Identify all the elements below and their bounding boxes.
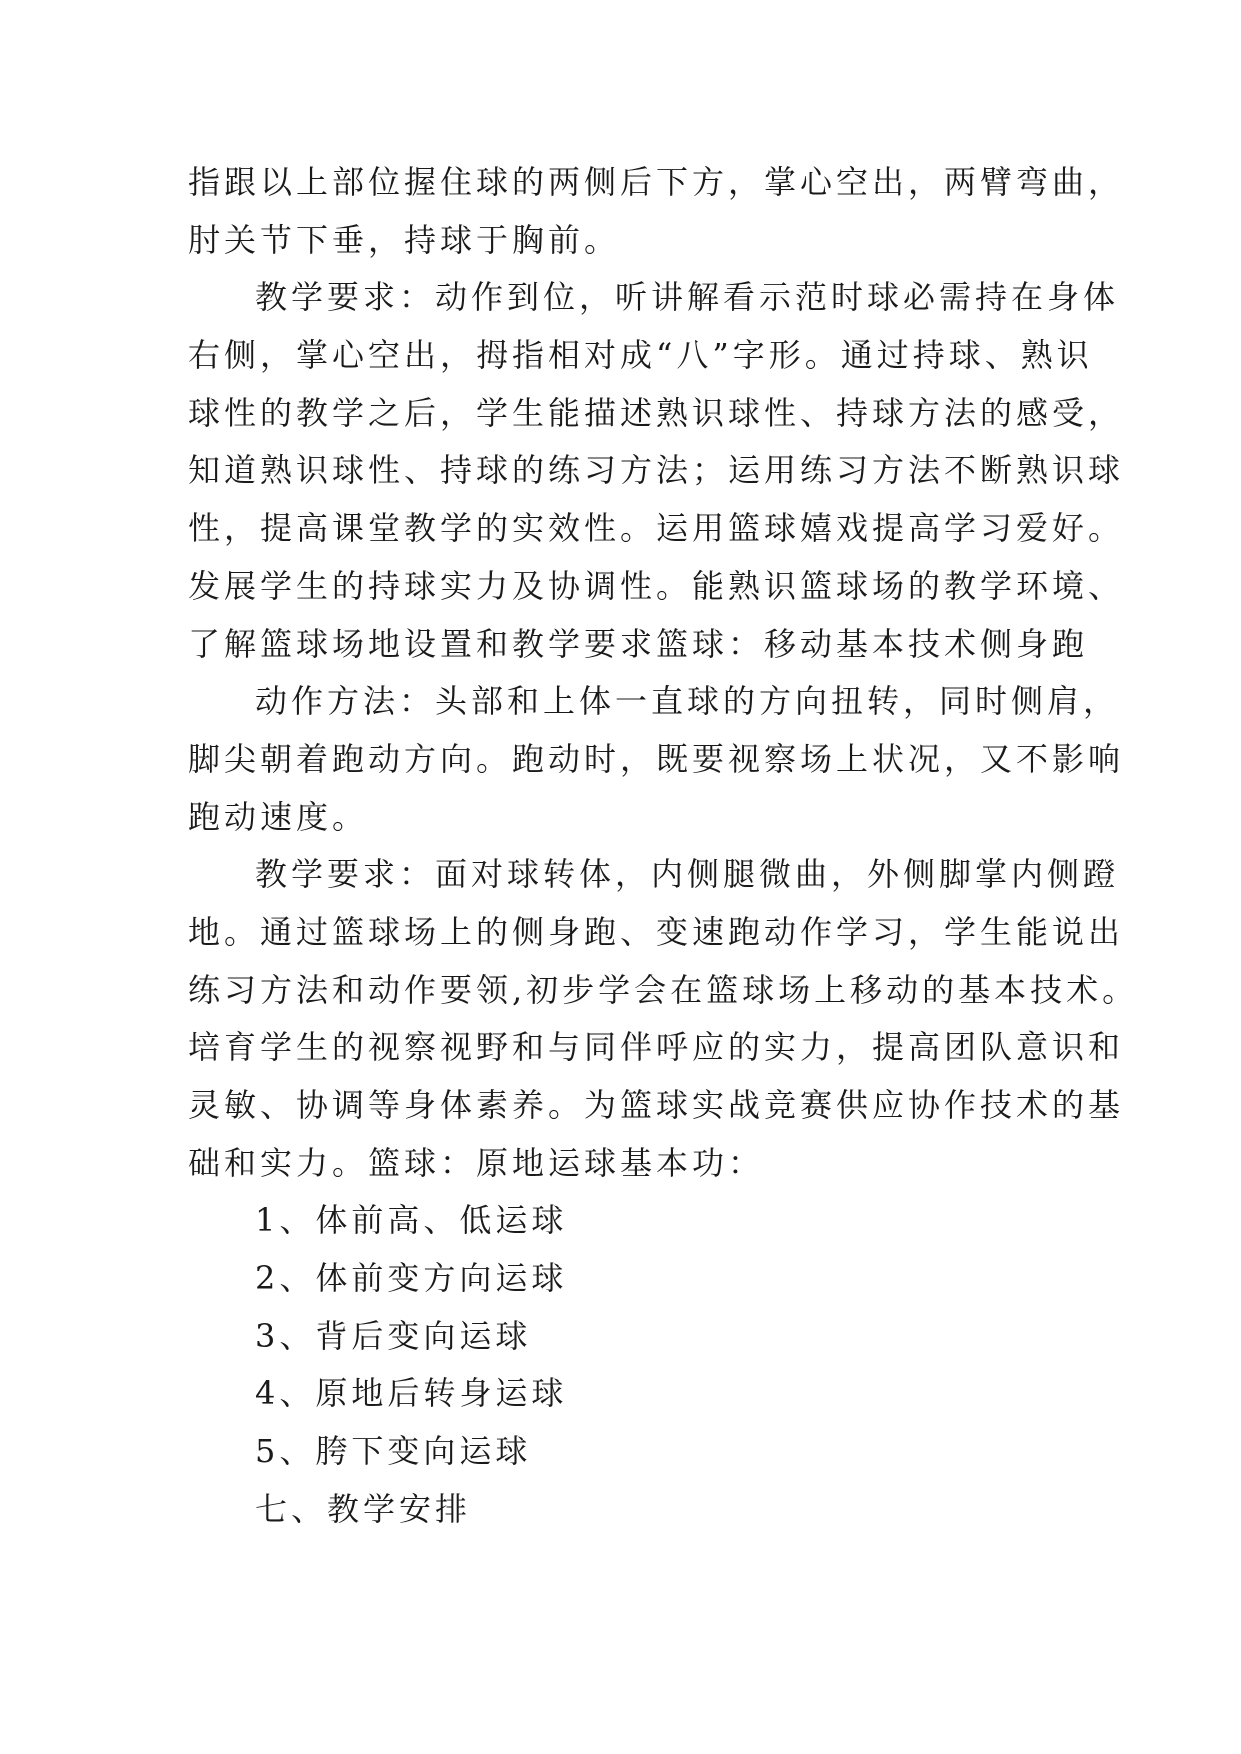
text-line: 地。通过篮球场上的侧身跑、变速跑动作学习，学生能说出	[188, 912, 1125, 951]
paragraph-hold-ball	[188, 154, 1125, 269]
text-line: 知道熟识球性、持球的练习方法；运用练习方法不断熟识球	[188, 451, 1125, 490]
paragraph-teaching-requirements-1	[188, 269, 1125, 673]
text-line: 跑动速度。	[188, 797, 369, 836]
text-line: 脚尖朝着跑动方向。跑动时，既要视察场上状况，又不影响	[188, 739, 1125, 778]
paragraph-first-line: 动作方法：头部和上体一直球的方向扭转，同时侧肩，	[255, 682, 1120, 721]
text-line: 发展学生的持球实力及协调性。能熟识篮球场的教学环境、	[188, 566, 1125, 605]
paragraph-action-method	[188, 673, 1125, 846]
paragraph-first-line: 教学要求：面对球转体，内侧腿微曲，外侧脚掌内侧蹬	[255, 855, 1120, 894]
dribble-skill-list	[188, 1192, 1058, 1480]
list-item: 5、胯下变向运球	[255, 1432, 532, 1471]
list-item: 4、原地后转身运球	[255, 1374, 568, 1413]
text-line: 右侧，掌心空出，拇指相对成“八”字形。通过持球、熟识	[188, 336, 1093, 375]
text-line: 指跟以上部位握住球的两侧后下方，掌心空出，两臂弯曲，	[188, 163, 1125, 201]
text-line: 肘关节下垂，持球于胸前。	[188, 220, 621, 259]
list-item: 1、体前高、低运球	[255, 1201, 568, 1240]
text-line: 练习方法和动作要领,初步学会在篮球场上移动的基本技术。	[188, 970, 1139, 1009]
paragraph-teaching-requirements-2	[188, 846, 1139, 1192]
section-heading: 七、教学安排	[255, 1489, 472, 1528]
paragraph-first-line: 教学要求：动作到位，听讲解看示范时球必需持在身体	[255, 278, 1120, 317]
list-item: 2、体前变方向运球	[255, 1259, 568, 1298]
text-line: 础和实力。篮球：原地运球基本功：	[188, 1143, 765, 1182]
text-line: 了解篮球场地设置和教学要求篮球：移动基本技术侧身跑	[188, 624, 1089, 663]
document-page	[188, 154, 1139, 1539]
text-line: 球性的教学之后，学生能描述熟识球性、持球方法的感受，	[188, 393, 1125, 432]
text-line: 灵敏、协调等身体素养。为篮球实战竞赛供应协作技术的基	[188, 1086, 1125, 1124]
text-line: 培育学生的视察视野和与同伴呼应的实力，提高团队意识和	[188, 1028, 1125, 1067]
list-item: 3、背后变向运球	[255, 1316, 532, 1355]
text-line: 性，提高课堂教学的实效性。运用篮球嬉戏提高学习爱好。	[188, 509, 1125, 548]
